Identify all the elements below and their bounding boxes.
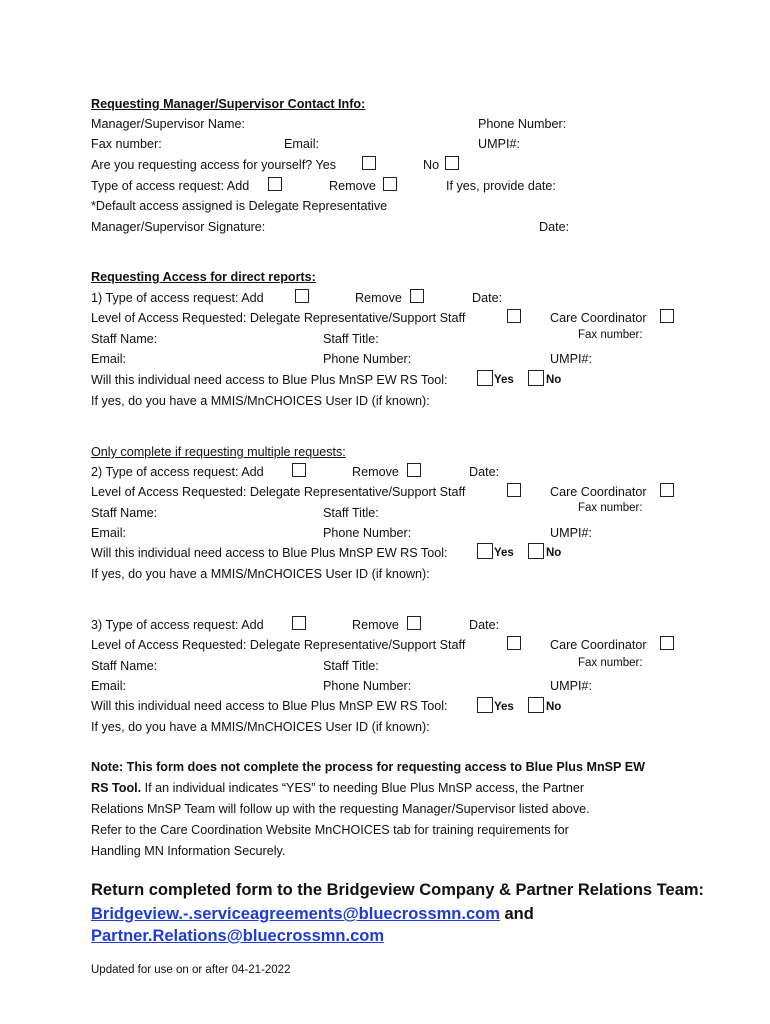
self-no-checkbox[interactable] (445, 156, 459, 170)
request-3-mmis-label: If yes, do you have a MMIS/MnCHOICES User ID (if known): (91, 720, 430, 734)
manager-phone-label: Phone Number: (478, 117, 567, 131)
request-3-add-checkbox[interactable] (292, 616, 306, 630)
request-2-phone-label: Phone Number: (323, 526, 412, 540)
note-line-4: Refer to the Care Coordination Website MnCHOICES tab for training requirements for (91, 823, 569, 837)
direct-reports-heading: Requesting Access for direct reports: (91, 270, 316, 284)
request-1-umpi-label: UMPI#: (550, 352, 592, 366)
request-2-staff-name-label: Staff Name: (91, 506, 158, 520)
request-2-mmis-label: If yes, do you have a MMIS/MnCHOICES User ID (if known): (91, 567, 430, 581)
request-1-level-label: Level of Access Requested: Delegate Representative/Support Staff (91, 311, 466, 325)
note-line-5: Handling MN Information Securely. (91, 844, 286, 858)
manager-signature-label: Manager/Supervisor Signature: (91, 220, 266, 234)
partner-relations-email-link[interactable]: Partner.Relations@bluecrossmn.com (91, 927, 385, 945)
request-1-tool-no-checkbox[interactable] (528, 370, 544, 386)
manager-remove-checkbox[interactable] (383, 177, 397, 191)
request-1-delegate-checkbox[interactable] (507, 309, 521, 323)
request-1-staff-name-label: Staff Name: (91, 332, 158, 346)
request-2-care-coordinator-label: Care Coordinator (550, 485, 647, 499)
request-2-care-coordinator-checkbox[interactable] (660, 483, 674, 497)
return-email-line-2 (91, 927, 384, 946)
request-3-staff-name-label: Staff Name: (91, 659, 158, 673)
note-line-2-bold: RS Tool. (91, 781, 142, 795)
request-3-care-coordinator-checkbox[interactable] (660, 636, 674, 650)
manager-umpi-label: UMPI#: (478, 137, 520, 151)
request-3-tool-no-label: No (546, 701, 562, 713)
return-title: Return completed form to the Bridgeview Company & Partner Relations Team: (91, 881, 705, 899)
request-1-tool-yes-checkbox[interactable] (477, 370, 493, 386)
updated-footer: Updated for use on or after 04-21-2022 (91, 964, 291, 976)
return-email-line-1 (91, 905, 534, 924)
request-1-tool-no-label: No (546, 374, 562, 386)
request-3-umpi-label: UMPI#: (550, 679, 592, 693)
manager-add-checkbox[interactable] (268, 177, 282, 191)
request-1-add-checkbox[interactable] (295, 289, 309, 303)
request-1-staff-title-label: Staff Title: (323, 332, 379, 346)
request-1-remove-checkbox[interactable] (410, 289, 424, 303)
request-1-tool-question: Will this individual need access to Blue Plus MnSP EW RS Tool: (91, 373, 448, 387)
manager-section-heading: Requesting Manager/Supervisor Contact Info: (91, 97, 366, 111)
manager-signature-date-label: Date: (539, 220, 570, 234)
self-no-label: No (423, 158, 440, 172)
request-3-email-label: Email: (91, 679, 126, 693)
request-1-fax-label: Fax number: (578, 329, 643, 341)
request-1-tool-yes-label: Yes (494, 374, 514, 386)
default-access-note: *Default access assigned is Delegate Representative (91, 199, 388, 213)
request-2-access-type-label: 2) Type of access request: Add (91, 465, 264, 479)
request-3-care-coordinator-label: Care Coordinator (550, 638, 647, 652)
request-1-date-label: Date: (472, 291, 503, 305)
request-3-phone-label: Phone Number: (323, 679, 412, 693)
request-1-email-label: Email: (91, 352, 126, 366)
request-3-access-type-label: 3) Type of access request: Add (91, 618, 264, 632)
request-2-umpi-label: UMPI#: (550, 526, 592, 540)
manager-email-label: Email: (284, 137, 319, 151)
request-2-tool-no-label: No (546, 547, 562, 559)
note-line-2 (91, 778, 671, 799)
note-line-3: Relations MnSP Team will follow up with the requesting Manager/Supervisor listed above. (91, 802, 590, 816)
request-3-staff-title-label: Staff Title: (323, 659, 379, 673)
and-text: and (499, 905, 534, 923)
request-1-remove-label: Remove (355, 291, 402, 305)
request-2-tool-no-checkbox[interactable] (528, 543, 544, 559)
request-2-date-label: Date: (469, 465, 500, 479)
manager-name-label: Manager/Supervisor Name: (91, 117, 245, 131)
request-1-access-type-label: 1) Type of access request: Add (91, 291, 264, 305)
request-2-email-label: Email: (91, 526, 126, 540)
self-yes-checkbox[interactable] (362, 156, 376, 170)
manager-access-type-label: Type of access request: Add (91, 179, 250, 193)
request-2-remove-checkbox[interactable] (407, 463, 421, 477)
bridgeview-email-link[interactable]: Bridgeview.-.serviceagreements@bluecrossmn.com (91, 905, 500, 923)
manager-remove-label: Remove (329, 179, 376, 193)
request-2-remove-label: Remove (352, 465, 399, 479)
request-1-care-coordinator-checkbox[interactable] (660, 309, 674, 323)
multiple-requests-heading: Only complete if requesting multiple requests: (91, 445, 346, 459)
note-paragraph (91, 757, 671, 862)
request-1-mmis-label: If yes, do you have a MMIS/MnCHOICES User ID (if known): (91, 394, 430, 408)
if-yes-date-label: If yes, provide date: (446, 179, 556, 193)
request-3-tool-yes-label: Yes (494, 701, 514, 713)
request-2-add-checkbox[interactable] (292, 463, 306, 477)
request-1-phone-label: Phone Number: (323, 352, 412, 366)
request-2-level-label: Level of Access Requested: Delegate Representative/Support Staff (91, 485, 466, 499)
request-3-date-label: Date: (469, 618, 500, 632)
request-3-tool-question: Will this individual need access to Blue Plus MnSP EW RS Tool: (91, 699, 448, 713)
request-2-fax-label: Fax number: (578, 502, 643, 514)
request-3-level-label: Level of Access Requested: Delegate Representative/Support Staff (91, 638, 466, 652)
request-2-tool-yes-checkbox[interactable] (477, 543, 493, 559)
request-2-tool-question: Will this individual need access to Blue Plus MnSP EW RS Tool: (91, 546, 448, 560)
manager-fax-label: Fax number: (91, 137, 162, 151)
request-3-remove-label: Remove (352, 618, 399, 632)
note-line-1: Note: This form does not complete the process for requesting access to Blue Plus MnSP EW (91, 760, 645, 774)
request-1-care-coordinator-label: Care Coordinator (550, 311, 647, 325)
request-3-delegate-checkbox[interactable] (507, 636, 521, 650)
request-for-self-label: Are you requesting access for yourself? Yes (91, 158, 337, 172)
note-line-2-rest: If an individual indicates “YES” to needing Blue Plus MnSP access, the Partner (141, 781, 585, 795)
request-3-fax-label: Fax number: (578, 657, 643, 669)
request-2-delegate-checkbox[interactable] (507, 483, 521, 497)
request-2-staff-title-label: Staff Title: (323, 506, 379, 520)
request-3-tool-no-checkbox[interactable] (528, 697, 544, 713)
request-3-tool-yes-checkbox[interactable] (477, 697, 493, 713)
request-3-remove-checkbox[interactable] (407, 616, 421, 630)
request-2-tool-yes-label: Yes (494, 547, 514, 559)
